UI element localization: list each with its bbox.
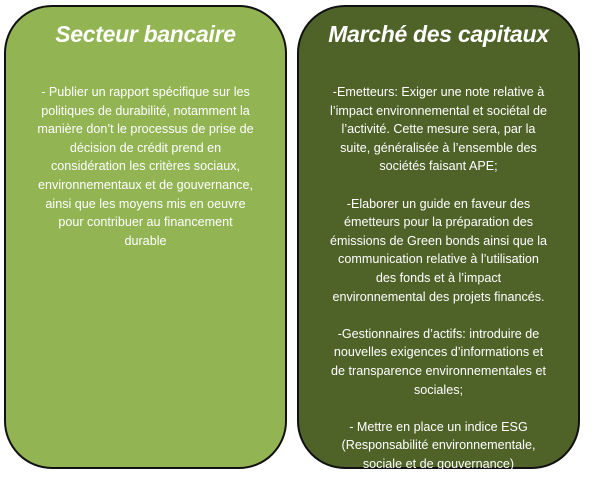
text-line: nouvelles exigences d’informations et bbox=[333, 345, 544, 360]
text-line: environnementaux et de gouvernance, bbox=[38, 177, 253, 192]
text-line: - Mettre en place un indice ESG bbox=[349, 419, 528, 434]
text-line: sociale et de gouvernance) bbox=[362, 456, 515, 471]
recommendation-paragraph bbox=[299, 325, 578, 399]
text-line: l’impact environnemental et sociétal de bbox=[329, 103, 547, 118]
text-line: -Emetteurs: Exiger une note relative à bbox=[332, 85, 545, 99]
recommendation-paragraph bbox=[299, 195, 578, 307]
text-line: de transparence environnementales et bbox=[331, 363, 546, 378]
text-line: émetteurs pour la préparation des bbox=[343, 215, 534, 230]
text-line: manière don’t le processus de prise de bbox=[37, 122, 254, 137]
text-line: l’activité. Cette mesure sera, par la bbox=[341, 122, 536, 137]
text-line: suite, généralisée à l’ensemble des bbox=[340, 140, 537, 155]
text-line: considération les critères sociaux, bbox=[51, 159, 240, 174]
text-line: -Gestionnaires d’actifs: introduire de bbox=[337, 326, 540, 341]
recommendation-paragraph bbox=[6, 83, 285, 250]
recommendation-paragraph bbox=[299, 83, 578, 176]
banking-sector-card bbox=[4, 5, 287, 469]
text-line: décision de crédit prend en bbox=[69, 140, 222, 155]
capital-markets-title: Marché des capitaux bbox=[328, 21, 549, 47]
text-line: ainsi que les moyens mis en oeuvre bbox=[45, 196, 246, 211]
text-line: durable bbox=[124, 233, 167, 248]
banking-sector-title: Secteur bancaire bbox=[55, 21, 236, 47]
text-line: des fonds et à l’impact bbox=[375, 270, 502, 285]
text-line: -Elaborer un guide en faveur des bbox=[346, 196, 531, 211]
text-line: politiques de durabilité, notamment la bbox=[41, 103, 250, 118]
capital-markets-body bbox=[299, 83, 578, 473]
recommendation-paragraph bbox=[299, 418, 578, 474]
text-line: émissions de Green bonds ainsi que la bbox=[329, 233, 548, 248]
text-line: communication relative à l’utilisation bbox=[338, 252, 539, 267]
text-line: - Publier un rapport spécifique sur les bbox=[41, 85, 250, 99]
text-line: sociétés faisant APE; bbox=[379, 159, 498, 174]
text-line: pour contribuer au financement bbox=[58, 215, 233, 230]
text-line: (Responsabilité environnementale, bbox=[341, 438, 536, 453]
banking-sector-body bbox=[6, 83, 285, 250]
capital-markets-card bbox=[297, 5, 580, 469]
text-line: environnemental des projets financés. bbox=[332, 289, 545, 304]
text-line: sociales; bbox=[414, 382, 463, 397]
